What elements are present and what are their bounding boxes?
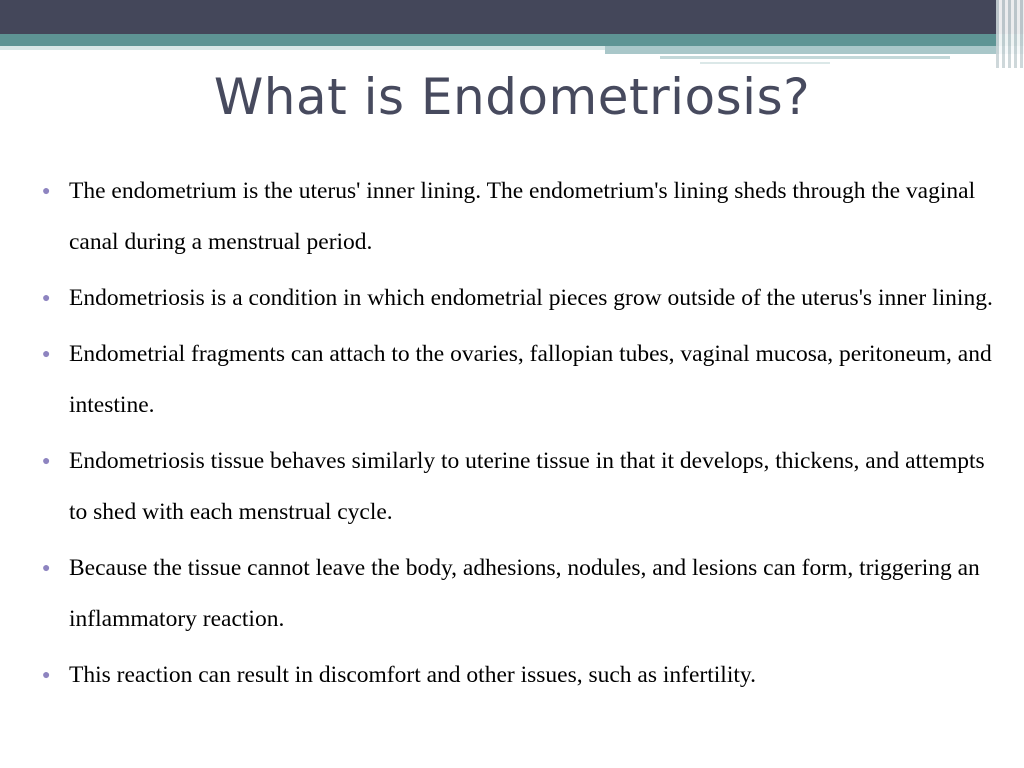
bullet-text: This reaction can result in discomfort and other issues, such as infertility. xyxy=(69,662,756,688)
bullet-item xyxy=(42,273,1002,324)
bullet-text: Endometriosis is a condition in which endometrial pieces grow outside of the uterus's inner lining. xyxy=(69,285,993,311)
bullet-text: Endometrial fragments can attach to the ovaries, fallopian tubes, vaginal mucosa, peritoneum, and intestine. xyxy=(69,341,992,418)
bullet-item xyxy=(42,436,1002,538)
header-bar-light xyxy=(605,46,1024,54)
bullet-icon: ● xyxy=(42,184,51,199)
header-accent-line xyxy=(660,56,950,59)
header-bar-teal xyxy=(0,34,1024,46)
bullet-text: Because the tissue cannot leave the body, adhesions, nodules, and lesions can form, triggering an inflammatory reaction. xyxy=(69,555,980,632)
bullet-icon: ● xyxy=(42,347,51,362)
bullet-icon: ● xyxy=(42,291,51,306)
bullet-item xyxy=(42,329,1002,431)
header-accent-line-2 xyxy=(700,62,830,64)
slide-title: What is Endometriosis? xyxy=(213,68,811,126)
bullet-icon: ● xyxy=(42,454,51,469)
bullet-item xyxy=(42,543,1002,645)
header-stripes xyxy=(996,0,1024,68)
bullet-item xyxy=(42,650,1002,701)
bullet-icon: ● xyxy=(42,668,51,683)
bullet-item xyxy=(42,166,1002,268)
bullet-text: The endometrium is the uterus' inner lining. The endometrium's lining sheds through the vaginal canal during a menstrual period. xyxy=(69,178,976,255)
bullet-icon: ● xyxy=(42,561,51,576)
header-bar-dark xyxy=(0,0,1024,34)
bullet-list xyxy=(42,166,1002,706)
bullet-text: Endometriosis tissue behaves similarly to uterine tissue in that it develops, thickens, and attempts to shed with each menstrual cycle. xyxy=(69,448,985,525)
header-bar-pale xyxy=(0,46,605,50)
